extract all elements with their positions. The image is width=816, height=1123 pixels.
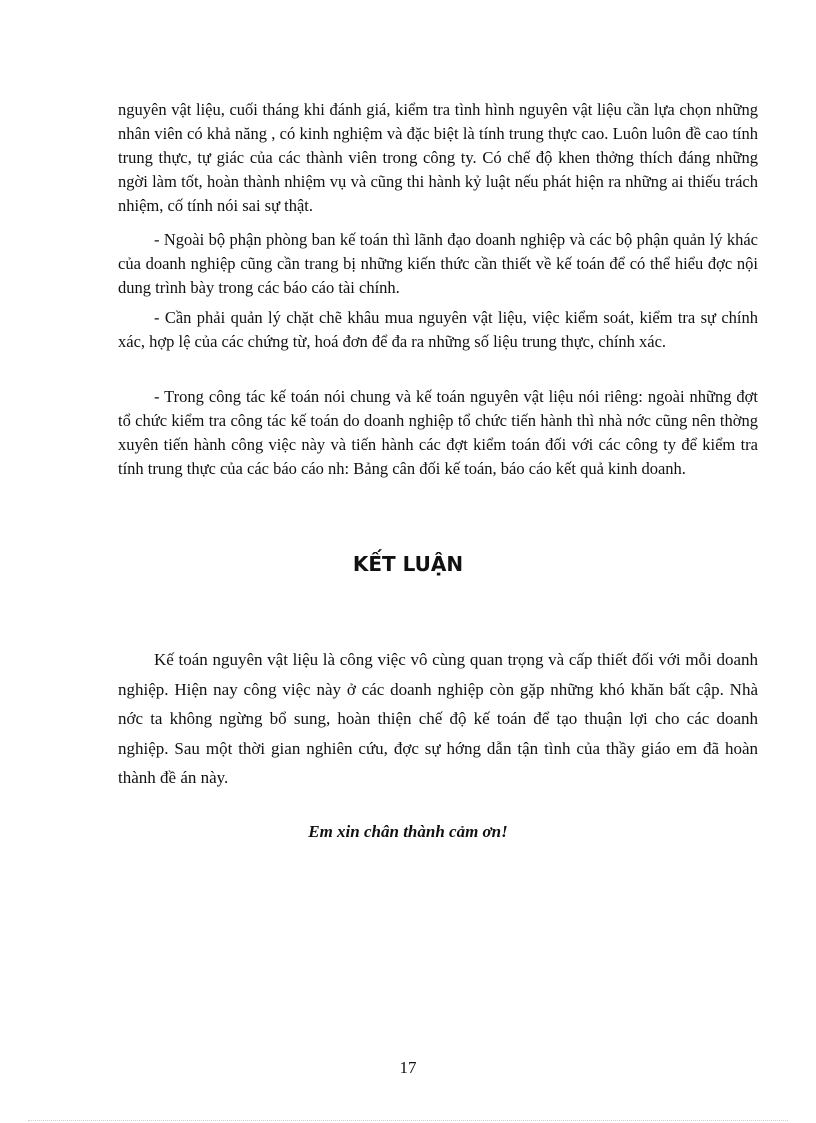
paragraph-staff-selection: nguyên vật liệu, cuối tháng khi đánh giá, kiểm tra tình hình nguyên vật liệu cần lựa chọn những nhân viên có khả năng , có kinh nghiệm và đặc biệt là tính trung thực cao. Luôn luôn đề cao tính trung thực, tự giác của các thành viên trong công ty. Có chế độ khen thởng thích đáng những ngời làm tốt, hoàn thành nhiệm vụ và cũng thi hành kỷ luật nếu phát hiện ra những ai thiếu trách nhiệm, cố tính nói sai sự thật.	[118, 100, 758, 215]
bottom-divider	[28, 1120, 788, 1121]
conclusion-heading: KẾT LUẬN	[352, 552, 464, 576]
paragraph-audit: - Trong công tác kế toán nói chung và kế toán nguyên vật liệu nói riêng: ngoài những đợt tổ chức kiểm tra công tác kế toán do doanh nghiệp tổ chức tiến hành thì nhà nớc cũng nên thờng xuyên tiến hành công việc này và tiến hành các đợt kiểm toán đối với các công ty để kiểm tra tính trung thực của các báo cáo nh: Bảng cân đối kế toán, báo cáo kết quả kinh doanh.	[118, 387, 758, 478]
conclusion-paragraph: Kế toán nguyên vật liệu là công việc vô cùng quan trọng và cấp thiết đối với mỗi doanh nghiệp. Hiện nay công việc này ở các doanh nghiệp còn gặp những khó khăn bất cập. Nhà nớc ta không ngừng bổ sung, hoàn thiện chế độ kế toán để tạo thuận lợi cho các doanh nghiệp. Sau một thời gian nghiên cứu, đợc sự hớng dẫn tận tình của thầy giáo em đã hoàn thành đề án này.	[118, 650, 758, 787]
thanks-line: Em xin chân thành cảm ơn!	[308, 822, 508, 841]
page-number: 17	[399, 1058, 417, 1077]
paragraph-management-knowledge: - Ngoài bộ phận phòng ban kế toán thì lãnh đạo doanh nghiệp và các bộ phận quản lý khác của doanh nghiệp cũng cần trang bị những kiến thức cần thiết về kế toán để có thể hiểu đợc nội dung trình bày trong các báo cáo tài chính.	[118, 230, 758, 297]
paragraph-purchase-control: - Cần phải quản lý chặt chẽ khâu mua nguyên vật liệu, việc kiểm soát, kiểm tra sự chính xác, hợp lệ của các chứng từ, hoá đơn để đa ra những số liệu trung thực, chính xác.	[118, 308, 758, 351]
